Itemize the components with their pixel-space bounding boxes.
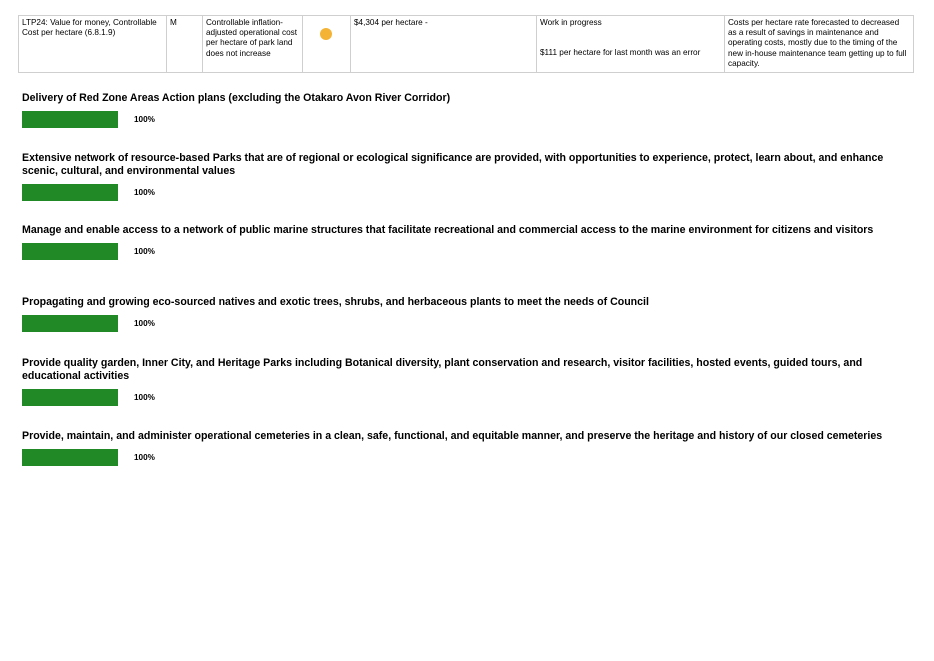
progress-bar [22, 243, 118, 260]
progress-percent-label: 100% [134, 453, 155, 462]
progress-bar-fill [22, 389, 118, 406]
progress-bar-fill [22, 449, 118, 466]
action-section [22, 430, 907, 467]
action-section [22, 357, 907, 407]
progress-row [22, 315, 907, 333]
progress-line-1: Work in progress [540, 18, 602, 27]
measure-cell: LTP24: Value for money, Controllable Cost per hectare (6.8.1.9) [19, 16, 167, 73]
action-section [22, 152, 907, 202]
progress-row [22, 243, 907, 261]
progress-bar [22, 389, 118, 406]
section-title: Delivery of Red Zone Areas Action plans (excluding the Otakaro Avon River Corridor) [22, 92, 451, 104]
progress-line-2: $111 per hectare for last month was an error [540, 48, 701, 58]
progress-percent-label: 100% [134, 319, 155, 328]
section-title: Extensive network of resource-based Parks that are of regional or ecological significance are provided, with opportunities to experience, protect, learn about, and enhance scenic, cultural, and environmental values [22, 152, 884, 177]
action-section [22, 92, 907, 129]
progress-bar-fill [22, 315, 118, 332]
target-cell: Controllable inflation-adjusted operational cost per hectare of park land does not increase [203, 16, 303, 73]
progress-bar-fill [22, 243, 118, 260]
progress-percent-label: 100% [134, 247, 155, 256]
status-cell [303, 16, 351, 73]
progress-bar-fill [22, 184, 118, 201]
section-title: Manage and enable access to a network of public marine structures that facilitate recreational and commercial access to the marine environment for citizens and visitors [22, 224, 874, 236]
status-indicator-icon [320, 28, 332, 40]
progress-bar-fill [22, 111, 118, 128]
action-section [22, 224, 907, 261]
action-section [22, 296, 907, 333]
section-title: Provide, maintain, and administer operational cemeteries in a clean, safe, functional, and equitable manner, and preserve the heritage and history of our closed cemeteries [22, 430, 883, 442]
progress-cell [537, 16, 725, 73]
kpi-table [18, 15, 914, 73]
section-title: Provide quality garden, Inner City, and Heritage Parks including Botanical diversity, plant conservation and research, visitor facilities, hosted events, guided tours, and educational activities [22, 357, 863, 382]
progress-percent-label: 100% [134, 115, 155, 124]
level-cell: M [167, 16, 203, 73]
progress-bar [22, 184, 118, 201]
progress-row [22, 111, 907, 129]
progress-row [22, 389, 907, 407]
section-title: Propagating and growing eco-sourced natives and exotic trees, shrubs, and herbaceous plants to meet the needs of Council [22, 296, 649, 308]
progress-percent-label: 100% [134, 393, 155, 402]
commentary-cell: Costs per hectare rate forecasted to decreased as a result of savings in maintenance and operating costs, mostly due to the timing of the new in-house maintenance team getting up to full capacity. [725, 16, 914, 73]
result-cell: $4,304 per hectare - [351, 16, 537, 73]
progress-bar [22, 111, 118, 128]
progress-row [22, 449, 907, 467]
progress-bar [22, 449, 118, 466]
table-row [19, 16, 914, 73]
progress-row [22, 184, 907, 202]
progress-percent-label: 100% [134, 188, 155, 197]
progress-bar [22, 315, 118, 332]
